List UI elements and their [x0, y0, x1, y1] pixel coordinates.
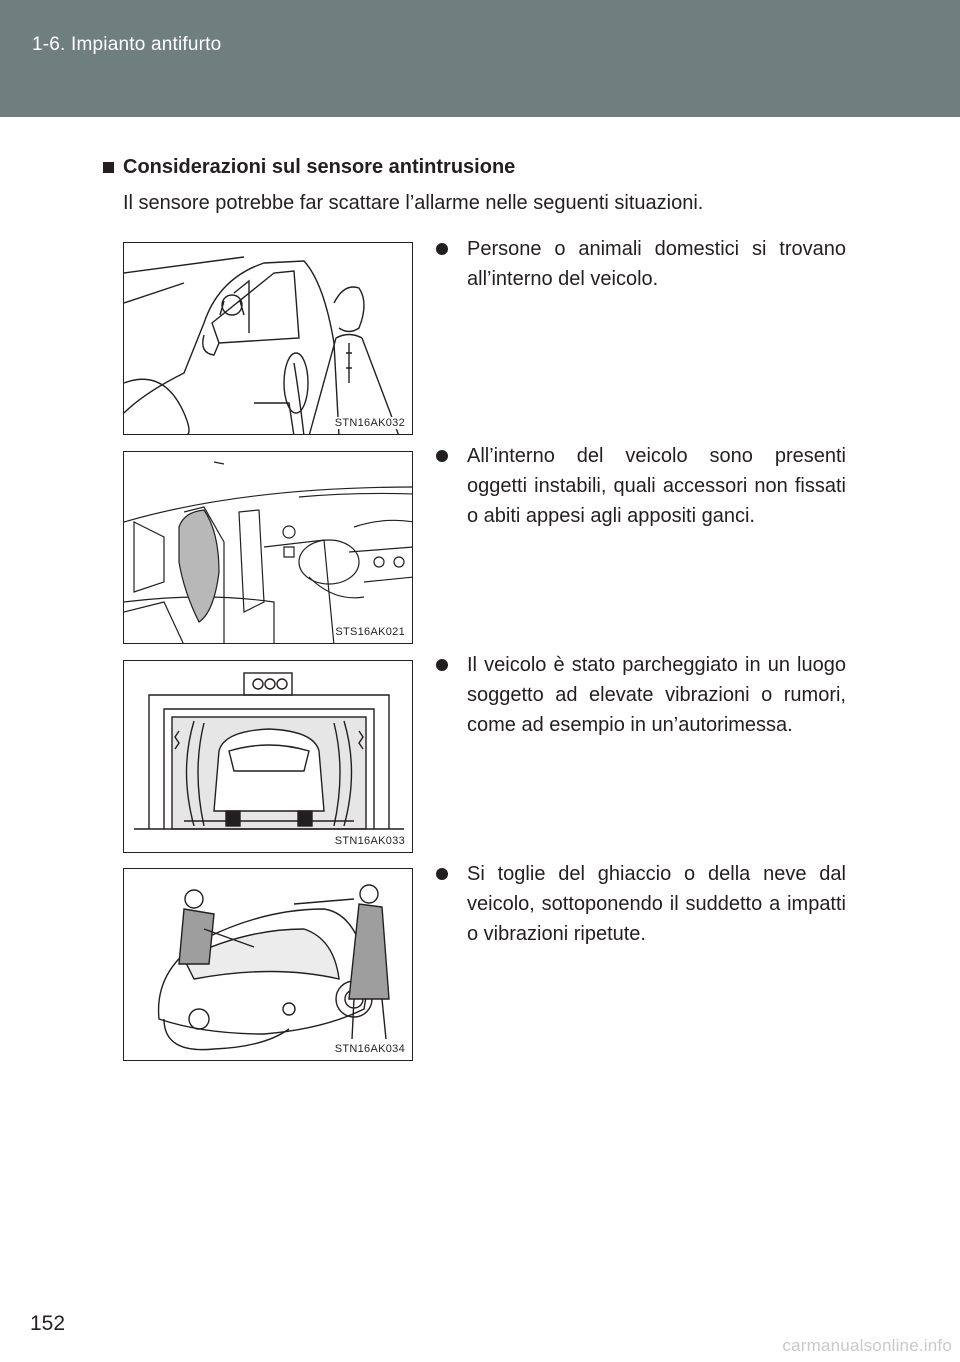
figure-unstable-objects [123, 451, 413, 644]
page-number: 152 [30, 1312, 66, 1335]
bullet-item [436, 441, 846, 531]
bullet-dot-icon [436, 868, 448, 880]
bullet-dot-icon [436, 659, 448, 671]
car-wash-illustration [124, 661, 413, 853]
figure-garage-vibration [123, 660, 413, 853]
watermark-text: carmanualsonline.info [782, 1336, 952, 1355]
snow-removal-illustration [124, 869, 413, 1061]
square-bullet-icon [103, 162, 114, 173]
watermark[interactable] [782, 1336, 952, 1356]
bullet-text: Il veicolo è stato parcheggiato in un luogo soggetto ad elevate vibrazioni o rumori, come ad esempio in un’autorimessa. [467, 654, 846, 736]
page-header [0, 0, 960, 117]
intro-text: Il sensore potrebbe far scattare l’allarme nelle seguenti situazioni. [123, 192, 704, 214]
bullet-text: All’interno del veicolo sono presenti oggetti instabili, quali accessori non fissati o abiti appesi agli appositi ganci. [467, 445, 846, 527]
bullet-text: Si toglie del ghiaccio o della neve dal veicolo, sottoponendo il suddetto a impatti o vibrazioni ripetute. [467, 863, 846, 945]
car-interior-illustration [124, 452, 413, 644]
bullet-item [436, 650, 846, 740]
figure-code: STN16AK032 [334, 417, 405, 429]
bullet-text: Persone o animali domestici si trovano all’interno del veicolo. [467, 238, 846, 290]
section-title: 1-6. Impianto antifurto [32, 34, 222, 55]
figure-code: STS16AK021 [335, 626, 405, 638]
figure-code: STN16AK033 [334, 835, 405, 847]
figure-snow-removal [123, 868, 413, 1061]
bullet-item [436, 859, 846, 949]
section-heading [103, 156, 515, 179]
section-heading-text: Considerazioni sul sensore antintrusione [123, 156, 516, 178]
figure-code: STN16AK034 [334, 1043, 405, 1055]
bullet-item [436, 234, 846, 294]
figure-pet-in-car [123, 242, 413, 435]
car-with-dog-illustration [124, 243, 413, 435]
bullet-dot-icon [436, 243, 448, 255]
bullet-dot-icon [436, 450, 448, 462]
